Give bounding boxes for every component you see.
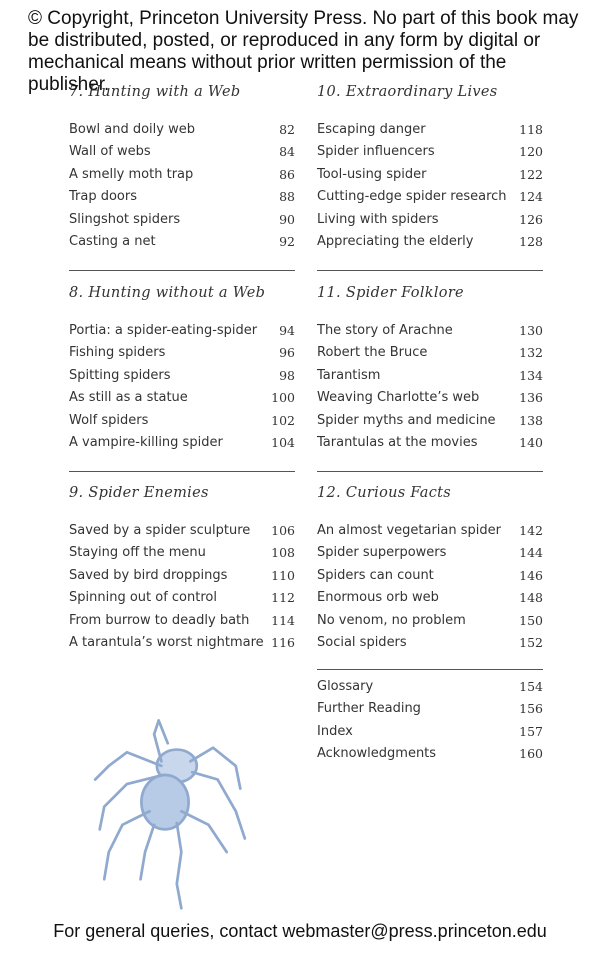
toc-entry[interactable]: [69, 119, 295, 141]
toc-section: [317, 84, 543, 253]
toc-section: [317, 485, 543, 654]
section-title: 9. Spider Enemies: [69, 485, 209, 501]
toc-section: [69, 84, 295, 253]
entry-title: Spitting spiders: [69, 367, 171, 383]
divider: [317, 471, 543, 472]
entry-title: Living with spiders: [317, 211, 439, 227]
divider: [69, 471, 295, 472]
toc-entry[interactable]: [317, 632, 543, 654]
entry-page: 132: [519, 345, 543, 361]
toc-entry[interactable]: [69, 209, 295, 231]
toc-entry[interactable]: [317, 432, 543, 454]
toc-section: [317, 663, 543, 766]
toc-entry[interactable]: [317, 387, 543, 409]
toc-entry[interactable]: [317, 610, 543, 632]
toc-entry[interactable]: [317, 231, 543, 253]
divider: [69, 270, 295, 271]
entry-title: Saved by a spider sculpture: [69, 523, 251, 538]
entry-page: 126: [519, 211, 543, 227]
copyright-watermark: © Copyright, Princeton University Press. No part of this book may be distributed, posted, or reproduced in any form by digital or mechanical means without prior written permission of the publisher.: [28, 8, 579, 95]
entry-page: 124: [519, 189, 543, 205]
toc-entry[interactable]: [69, 587, 295, 609]
toc-entry[interactable]: [69, 432, 295, 454]
entry-title: Social spiders: [317, 634, 407, 650]
entry-title: Wolf spiders: [69, 412, 149, 428]
entry-page: 128: [519, 233, 543, 249]
entry-page: 146: [519, 567, 543, 583]
entry-page: 100: [271, 390, 295, 406]
entry-page: 136: [519, 390, 543, 406]
entry-title: Spider myths and medicine: [317, 412, 496, 428]
section-title: 10. Extraordinary Lives: [317, 84, 498, 100]
entry-page: 112: [271, 590, 295, 606]
entry-title: Spider influencers: [317, 144, 435, 160]
entry-page: 134: [519, 367, 543, 383]
toc-section: [69, 285, 295, 454]
toc-entry[interactable]: [317, 186, 543, 208]
toc-entry[interactable]: [317, 743, 543, 765]
toc-entry[interactable]: [317, 587, 543, 609]
entry-page: 116: [271, 634, 295, 650]
divider: [317, 270, 543, 271]
entry-page: 144: [519, 545, 543, 561]
toc-entry[interactable]: [69, 365, 295, 387]
toc-entry[interactable]: [317, 721, 543, 743]
toc-entry[interactable]: [69, 231, 295, 253]
entry-title: Spiders can count: [317, 567, 434, 583]
entry-title: Index: [317, 723, 353, 739]
entry-title: Robert the Bruce: [317, 345, 428, 361]
toc-entry[interactable]: [317, 119, 543, 141]
toc-entry[interactable]: [317, 320, 543, 342]
entry-title: A tarantula’s worst nightmare: [69, 634, 264, 650]
toc-entry[interactable]: [317, 676, 543, 698]
entry-page: 140: [519, 434, 543, 450]
entry-page: 82: [279, 122, 295, 137]
entry-title: Appreciating the elderly: [317, 233, 474, 249]
entry-page: 138: [519, 412, 543, 428]
entry-page: 96: [279, 345, 295, 361]
toc-entry[interactable]: [317, 365, 543, 387]
entry-page: 98: [279, 367, 295, 383]
entry-page: 94: [279, 323, 295, 338]
entry-page: 84: [279, 144, 295, 160]
entry-title: Slingshot spiders: [69, 211, 181, 227]
entry-title: Tarantism: [317, 367, 381, 383]
toc-entry[interactable]: [69, 186, 295, 208]
entry-page: 90: [279, 211, 295, 227]
entry-page: 110: [271, 567, 295, 583]
entry-title: Further Reading: [317, 701, 421, 717]
toc-entry[interactable]: [69, 410, 295, 432]
entry-title: A vampire-killing spider: [69, 434, 223, 450]
footer-contact: For general queries, contact webmaster@press.princeton.edu: [53, 921, 547, 941]
toc-entry[interactable]: [69, 610, 295, 632]
entry-title: Trap doors: [69, 189, 138, 205]
entry-title: Glossary: [317, 679, 374, 694]
entry-title: Spider superpowers: [317, 545, 447, 561]
toc-entry[interactable]: [69, 164, 295, 186]
toc-entry[interactable]: [317, 141, 543, 163]
section-title: 12. Curious Facts: [317, 485, 451, 501]
spider-illustration: [90, 716, 250, 911]
entry-page: 150: [519, 612, 543, 628]
entry-title: Portia: a spider-eating-spider: [69, 323, 258, 338]
entry-page: 156: [519, 701, 543, 717]
entry-page: 120: [519, 144, 543, 160]
toc-entry[interactable]: [69, 342, 295, 364]
entry-page: 106: [271, 523, 295, 538]
entry-title: Bowl and doily web: [69, 122, 195, 137]
entry-title: An almost vegetarian spider: [317, 523, 501, 538]
entry-page: 157: [519, 723, 543, 739]
entry-title: Weaving Charlotte’s web: [317, 390, 480, 406]
entry-page: 118: [519, 122, 543, 137]
entry-page: 142: [519, 523, 543, 538]
toc-section: [317, 285, 543, 454]
toc-entry[interactable]: [69, 141, 295, 163]
toc-entry[interactable]: [317, 520, 543, 542]
toc-entry[interactable]: [317, 164, 543, 186]
entry-title: Tool-using spider: [317, 166, 427, 182]
section-title: 7. Hunting with a Web: [69, 84, 241, 100]
entry-page: 152: [519, 634, 543, 650]
entry-title: Cutting-edge spider research: [317, 189, 507, 205]
entry-title: Acknowledgments: [317, 746, 437, 762]
entry-title: As still as a statue: [69, 390, 188, 406]
entry-page: 122: [519, 166, 543, 182]
entry-page: 130: [519, 323, 543, 338]
entry-page: 92: [279, 233, 295, 249]
entry-title: Spinning out of control: [69, 590, 217, 606]
entry-title: The story of Arachne: [317, 323, 453, 338]
toc-entry[interactable]: [317, 209, 543, 231]
toc-entry[interactable]: [317, 342, 543, 364]
toc-entry[interactable]: [317, 565, 543, 587]
entry-title: Tarantulas at the movies: [317, 434, 478, 450]
toc-entry[interactable]: [69, 320, 295, 342]
entry-page: 114: [271, 612, 295, 628]
entry-title: A smelly moth trap: [69, 166, 194, 182]
section-title: 8. Hunting without a Web: [69, 285, 266, 301]
entry-title: Wall of webs: [69, 144, 151, 160]
entry-title: No venom, no problem: [317, 612, 466, 628]
toc-entry[interactable]: [317, 542, 543, 564]
toc-entry[interactable]: [317, 698, 543, 720]
section-title: 11. Spider Folklore: [317, 285, 464, 301]
entry-title: From burrow to deadly bath: [69, 612, 250, 628]
entry-page: 86: [279, 166, 295, 182]
entry-page: 154: [519, 679, 543, 694]
entry-page: 102: [271, 412, 295, 428]
toc-entry[interactable]: [69, 520, 295, 542]
toc-entry[interactable]: [69, 542, 295, 564]
toc-entry[interactable]: [69, 632, 295, 654]
entry-title: Fishing spiders: [69, 345, 166, 361]
toc-entry[interactable]: [317, 410, 543, 432]
entry-title: Enormous orb web: [317, 590, 439, 606]
toc-entry[interactable]: [69, 387, 295, 409]
entry-page: 108: [271, 545, 295, 561]
entry-page: 88: [279, 189, 295, 205]
entry-title: Casting a net: [69, 233, 156, 249]
toc-section: [69, 485, 295, 654]
entry-title: Staying off the menu: [69, 545, 206, 561]
entry-page: 104: [271, 434, 295, 450]
entry-title: Saved by bird droppings: [69, 567, 228, 583]
divider: [317, 669, 543, 670]
entry-title: Escaping danger: [317, 122, 426, 137]
entry-page: 148: [519, 590, 543, 606]
entry-page: 160: [519, 746, 543, 762]
toc-entry[interactable]: [69, 565, 295, 587]
